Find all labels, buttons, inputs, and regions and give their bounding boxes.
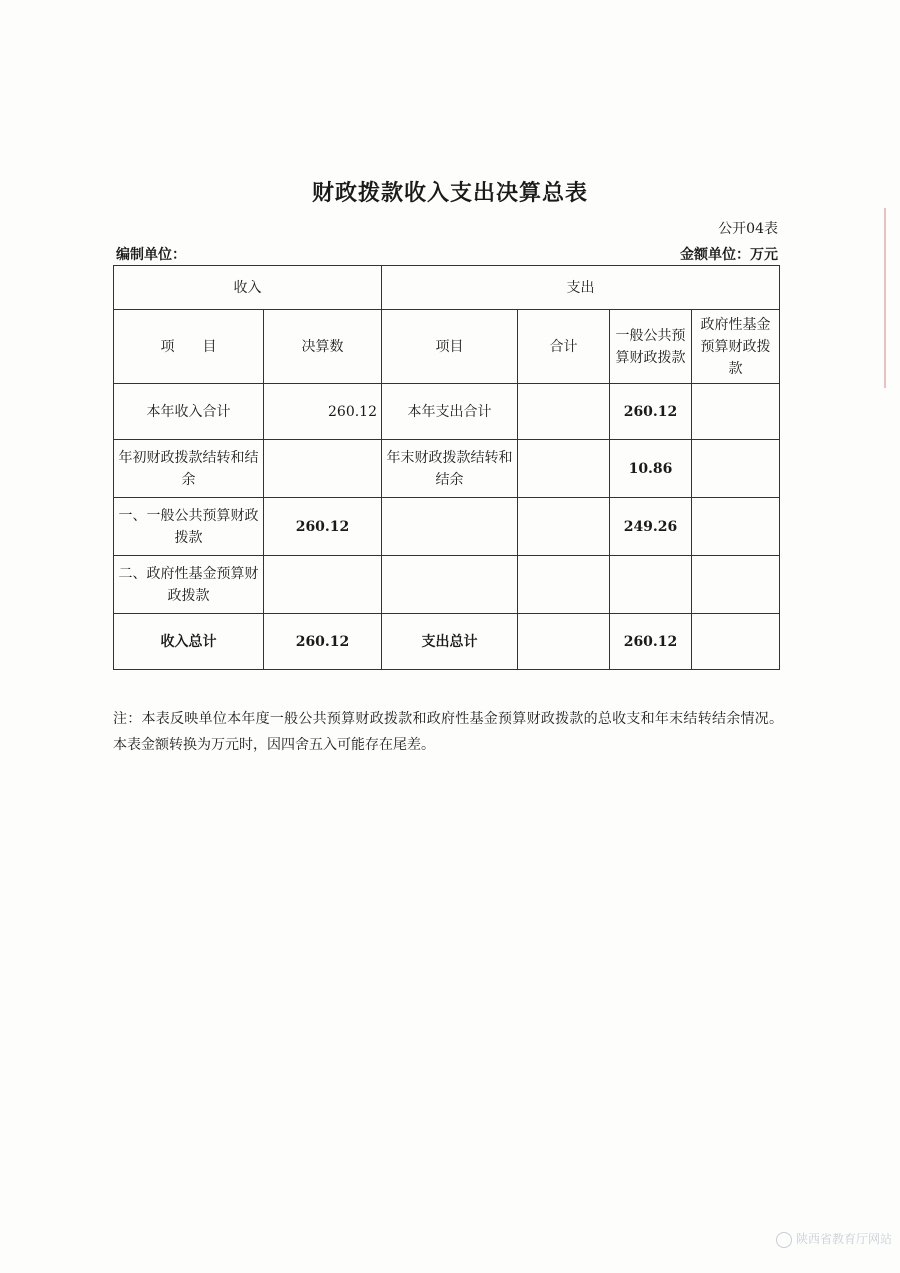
- in-amount: [264, 556, 382, 614]
- col-gov-fund: 政府性基金预算财政拨款: [692, 310, 780, 384]
- col-final-amount: 决算数: [264, 310, 382, 384]
- col-expense-item: 项目: [382, 310, 518, 384]
- out-total: [518, 384, 610, 440]
- in-item: 二、政府性基金预算财政拨款: [114, 556, 264, 614]
- watermark: [776, 1230, 892, 1248]
- in-item: 本年收入合计: [114, 384, 264, 440]
- in-amount: 260.12: [264, 614, 382, 670]
- footnote: 注：本表反映单位本年度一般公共预算财政拨款和政府性基金预算财政拨款的总收支和年末结转结余情况。本表金额转换为万元时，因四舍五入可能存在尾差。: [113, 711, 783, 753]
- out-total: [518, 556, 610, 614]
- out-total: [518, 498, 610, 556]
- watermark-logo-icon: [776, 1232, 792, 1248]
- in-amount: 260.12: [264, 498, 382, 556]
- out-general: 260.12: [610, 384, 692, 440]
- in-item: 年初财政拨款结转和结余: [114, 440, 264, 498]
- finance-table: [113, 265, 780, 670]
- table-row: [114, 556, 780, 614]
- in-item: 收入总计: [114, 614, 264, 670]
- out-fund: [692, 440, 780, 498]
- table-row: [114, 384, 780, 440]
- out-general: 249.26: [610, 498, 692, 556]
- out-fund: [692, 384, 780, 440]
- out-fund: [692, 556, 780, 614]
- out-total: [518, 614, 610, 670]
- income-header: 收入: [114, 266, 382, 310]
- out-item: 支出总计: [382, 614, 518, 670]
- col-income-item: 项 目: [114, 310, 264, 384]
- section-header-row: [114, 266, 780, 310]
- out-fund: [692, 498, 780, 556]
- out-general: 260.12: [610, 614, 692, 670]
- out-item: [382, 556, 518, 614]
- seal-stamp-fragment: [884, 208, 900, 388]
- out-general: [610, 556, 692, 614]
- table-row: [114, 498, 780, 556]
- column-header-row: [114, 310, 780, 384]
- unit-label: 金额单位：万元: [680, 247, 778, 263]
- out-fund: [692, 614, 780, 670]
- page-title: 财政拨款收入支出决算总表: [311, 180, 588, 206]
- out-item: [382, 498, 518, 556]
- in-item: 一、一般公共预算财政拨款: [114, 498, 264, 556]
- in-amount: [264, 440, 382, 498]
- form-number: 公开04表: [718, 221, 778, 237]
- col-total: 合计: [518, 310, 610, 384]
- table-row: [114, 440, 780, 498]
- in-amount: 260.12: [264, 384, 382, 440]
- out-total: [518, 440, 610, 498]
- table-row: [114, 614, 780, 670]
- expense-header: 支出: [382, 266, 780, 310]
- out-general: 10.86: [610, 440, 692, 498]
- out-item: 本年支出合计: [382, 384, 518, 440]
- out-item: 年末财政拨款结转和结余: [382, 440, 518, 498]
- watermark-text: 陕西省教育厅网站: [795, 1232, 892, 1246]
- org-label: 编制单位：: [116, 247, 186, 263]
- col-general-budget: 一般公共预算财政拨款: [610, 310, 692, 384]
